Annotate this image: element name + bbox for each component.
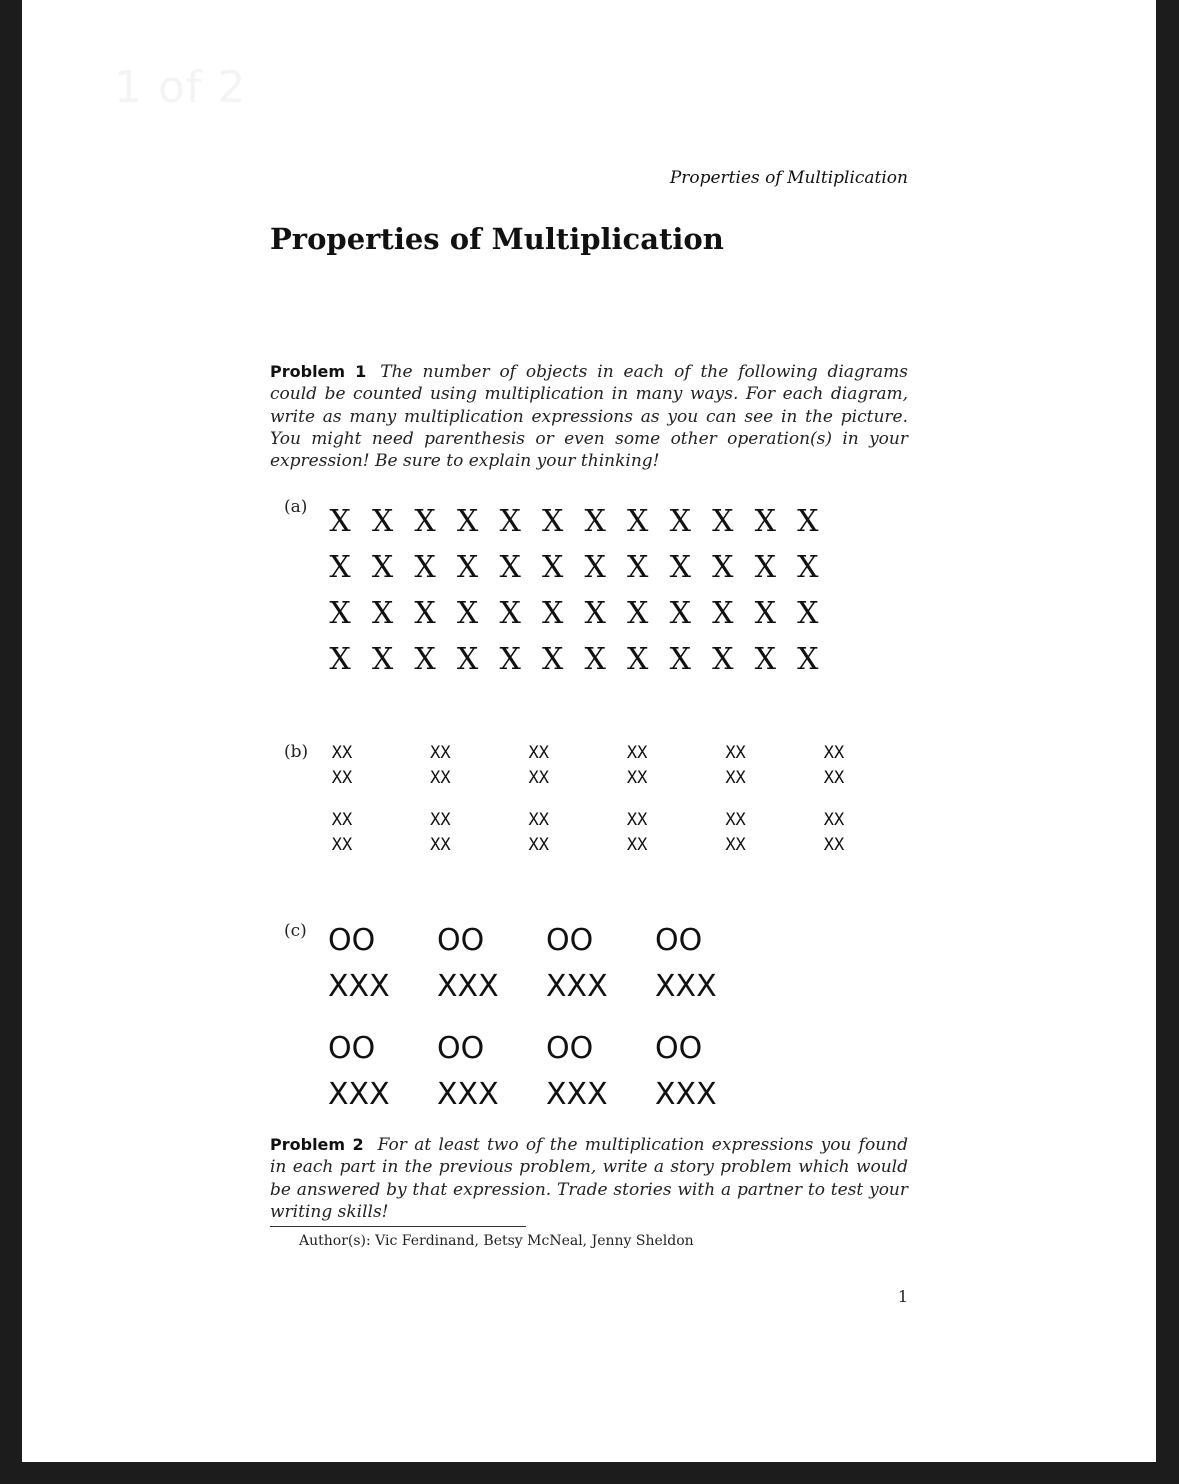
page-number: 1 <box>897 1287 908 1306</box>
problem-2 <box>270 1134 908 1223</box>
diagram-b-row <box>328 765 848 790</box>
footnote-rule <box>270 1226 526 1227</box>
diagram-a-mark: X <box>456 641 479 677</box>
diagram-a-mark: X <box>329 549 351 585</box>
diagram-a-mark: X <box>797 549 819 585</box>
diagram-c-top-mark: OO <box>655 1031 703 1066</box>
diagram-c-top-mark: OO <box>437 1031 485 1066</box>
page-title: Properties of Multiplication <box>270 222 724 256</box>
diagram-c-block <box>437 918 546 1026</box>
diagram-b-row <box>328 832 848 857</box>
problem-2-label: Problem 2 <box>270 1135 364 1154</box>
diagram-b-row <box>328 807 848 832</box>
diagram-a-mark: X <box>627 503 649 539</box>
diagram-c-top-mark: OO <box>328 1031 376 1066</box>
diagram-c-block <box>328 918 437 1026</box>
diagram-a-mark: X <box>669 595 691 631</box>
running-header: Properties of Multiplication <box>669 168 908 188</box>
diagram-b-mark: XX <box>430 742 451 763</box>
diagram-b-mark: XX <box>430 767 451 788</box>
diagram-a-row <box>328 544 820 590</box>
diagram-b-mark: XX <box>528 742 550 763</box>
diagram-c-top-mark: OO <box>546 1031 594 1066</box>
diagram-a-mark: X <box>329 641 351 677</box>
diagram-b-mark: XX <box>823 809 845 830</box>
diagram-a-mark: X <box>371 549 394 585</box>
diagram-a-mark: X <box>371 641 394 677</box>
diagram-c-bottom-mark: XXX <box>546 969 608 1004</box>
diagram-b-mark: XX <box>725 809 746 830</box>
diagram-b-mark: XX <box>725 834 746 855</box>
diagram-c-block <box>546 918 655 1026</box>
diagram-c-block <box>546 1026 655 1134</box>
diagram-c-bottom-mark: XXX <box>437 969 499 1004</box>
diagram-b-mark: XX <box>823 742 845 763</box>
diagram-c-top-mark: OO <box>546 923 594 958</box>
diagram-b-mark: XX <box>823 767 845 788</box>
diagram-a-mark: X <box>712 549 734 585</box>
diagram-b-mark: XX <box>331 742 353 763</box>
diagram-a-mark: X <box>541 595 564 631</box>
diagram-c-bottom-mark: XXX <box>437 1077 499 1112</box>
diagram-a-mark: X <box>669 641 691 677</box>
diagram-a-mark: X <box>669 549 691 585</box>
diagram-a-mark: X <box>754 503 776 539</box>
diagram-a-mark: X <box>499 641 521 677</box>
page-indicator: 1 of 2 <box>114 62 247 113</box>
diagram-a-mark: X <box>541 503 564 539</box>
diagram-c-block <box>328 1026 437 1134</box>
diagram-c-bottom-mark: XXX <box>328 1077 390 1112</box>
diagram-b-mark: XX <box>331 834 353 855</box>
diagram-a-mark: X <box>797 595 819 631</box>
diagram-c-block <box>655 1026 764 1134</box>
problem-1-text: The number of objects in each of the following diagrams could be counted using multiplication in many ways. For each diagram, write as many multiplication expressions as you can see in the picture. You might need parenthesis or even some other operation(s) in your expression! Be sure to explain your thinking! <box>270 362 908 472</box>
diagram-a-mark: X <box>669 503 691 539</box>
diagram-b-mark: XX <box>626 767 648 788</box>
diagram-b-mark: XX <box>528 809 550 830</box>
diagram-a-mark: X <box>584 641 606 677</box>
diagram-a-mark: X <box>456 503 479 539</box>
authors-footnote: Author(s): Vic Ferdinand, Betsy McNeal, Jenny Sheldon <box>299 1233 694 1249</box>
diagram-a-mark: X <box>541 549 564 585</box>
diagram-b-mark: XX <box>626 809 648 830</box>
diagram-a-mark: X <box>797 503 819 539</box>
diagram-a-mark: X <box>627 641 649 677</box>
diagram-b-mark: XX <box>528 767 550 788</box>
diagram-a-mark: X <box>754 549 776 585</box>
diagram-c-group <box>328 1026 764 1134</box>
diagram-a-mark: X <box>584 503 606 539</box>
diagram-c-top-mark: OO <box>328 923 376 958</box>
diagram-a-mark: X <box>414 641 436 677</box>
diagram-a-mark: X <box>499 549 521 585</box>
diagram-a-mark: X <box>371 595 394 631</box>
diagram-b-mark: XX <box>331 809 353 830</box>
diagram-a-row <box>328 590 820 636</box>
problem-1-label: Problem 1 <box>270 362 367 381</box>
diagram-b-mark: XX <box>331 767 353 788</box>
diagram-a-row <box>328 636 820 682</box>
diagram-a-mark: X <box>754 595 776 631</box>
diagram-a-mark: X <box>499 503 521 539</box>
diagram-c-top-mark: OO <box>655 923 703 958</box>
diagram-a-mark: X <box>712 503 734 539</box>
diagram-a <box>328 498 820 682</box>
diagram-a-mark: X <box>456 595 479 631</box>
diagram-b-mark: XX <box>725 742 746 763</box>
diagram-b-mark: XX <box>823 834 845 855</box>
diagram-c-bottom-mark: XXX <box>655 969 717 1004</box>
diagram-b-mark: XX <box>725 767 746 788</box>
diagram-c-bottom-mark: XXX <box>328 969 390 1004</box>
diagram-b-mark: XX <box>430 809 451 830</box>
part-b-label: (b) <box>284 742 309 762</box>
diagram-a-mark: X <box>712 641 734 677</box>
diagram-a-mark: X <box>456 549 479 585</box>
diagram-b-mark: XX <box>626 834 648 855</box>
diagram-b-mark: XX <box>528 834 550 855</box>
diagram-b-row <box>328 740 848 765</box>
document-page <box>22 0 1156 1462</box>
diagram-b-mark: XX <box>430 834 451 855</box>
diagram-a-mark: X <box>499 595 521 631</box>
diagram-c-bottom-mark: XXX <box>546 1077 608 1112</box>
diagram-a-mark: X <box>627 595 649 631</box>
diagram-a-mark: X <box>414 503 436 539</box>
part-a-label: (a) <box>284 497 308 517</box>
diagram-b-mark: XX <box>626 742 648 763</box>
diagram-a-mark: X <box>541 641 564 677</box>
part-c-label: (c) <box>284 921 307 941</box>
diagram-c-group <box>328 918 764 1026</box>
diagram-c-top-mark: OO <box>437 923 485 958</box>
problem-2-text: For at least two of the multiplication expressions you found in each part in the previous problem, write a story problem which would be answered by that expression. Trade stories with a partner to test your writing skills! <box>270 1135 908 1222</box>
diagram-a-mark: X <box>414 595 436 631</box>
diagram-a-mark: X <box>584 595 606 631</box>
diagram-c-block <box>655 918 764 1026</box>
diagram-a-mark: X <box>797 641 819 677</box>
diagram-b <box>328 740 848 857</box>
diagram-a-mark: X <box>371 503 394 539</box>
diagram-a-mark: X <box>414 549 436 585</box>
diagram-a-mark: X <box>754 641 776 677</box>
diagram-c <box>328 918 764 1134</box>
diagram-a-mark: X <box>329 503 351 539</box>
diagram-a-row <box>328 498 820 544</box>
diagram-c-bottom-mark: XXX <box>655 1077 717 1112</box>
diagram-a-mark: X <box>627 549 649 585</box>
problem-1 <box>270 361 908 472</box>
diagram-a-mark: X <box>584 549 606 585</box>
diagram-a-mark: X <box>329 595 351 631</box>
diagram-c-block <box>437 1026 546 1134</box>
diagram-a-mark: X <box>712 595 734 631</box>
